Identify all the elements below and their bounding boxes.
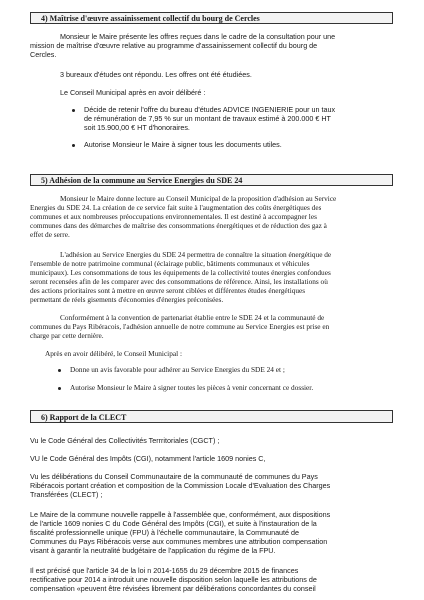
s5-p1-line-5: effet de serre. xyxy=(30,230,70,239)
s4-bullet1-line-3: soit 15.900,00 € HT d'honoraires. xyxy=(84,123,190,132)
section-6-header xyxy=(30,410,393,423)
s5-bullet1: Donne un avis favorable pour adhérer au Service Energies du SDE 24 et ; xyxy=(70,365,285,374)
s4-bullet1-line-1: Décide de retenir l'offre du bureau d'études ADVICE INGENIERIE pour un taux xyxy=(84,105,336,114)
s6-p5-line-2: rectificative pour 2014 a introduit une nouvelle disposition selon laquelle les attributions de xyxy=(30,575,317,584)
s6-p4-line-4: Communes du Pays Ribéracois verse aux communes membres une attribution compensation xyxy=(30,537,328,546)
s6-p3-line-3: Transférées (CLECT) ; xyxy=(30,490,103,499)
s5-p1-line-1: Monsieur le Maire donne lecture au Conseil Municipal de la proposition d'adhésion au Service xyxy=(60,194,337,203)
s4-bullet2: Autorise Monsieur le Maire à signer tous les documents utiles. xyxy=(84,140,282,149)
s6-p4-line-3: fiscalité professionnelle unique (FPU) à l'échelle communautaire, la Communauté de xyxy=(30,528,300,537)
s4-p1-line-2: mission de maîtrise d'œuvre relative au programme d'assainissement collectif du bourg de xyxy=(30,41,318,50)
s6-p3-line-1: Vu les délibérations du Conseil Communautaire de la communauté de communes du Pays xyxy=(30,472,318,481)
s4-p3: Le Conseil Municipal après en avoir délibéré : xyxy=(60,88,206,97)
section-5-header xyxy=(30,174,393,186)
section-5-title: 5) Adhésion de la commune au Service Energies du SDE 24 xyxy=(41,176,243,185)
bullet-icon xyxy=(72,144,75,147)
s6-l1: Vu le Code Général des Collectivités Terrritoriales (CGCT) ; xyxy=(30,436,220,445)
s6-p4-line-2: de l'article 1609 nonies C du Code Général des Impôts (CGI), et suite à l'instauration de la xyxy=(30,519,317,528)
s6-l2: VU le Code Général des Impôts (CGI), notamment l'article 1609 nonies C, xyxy=(30,454,266,463)
section-4-title: 4) Maîtrise d'œuvre assainissement collectif du bourg de Cercles xyxy=(41,14,260,23)
section-4-header xyxy=(30,12,393,24)
s5-p2-line-5: des actions prioritaires sont à mettre en œuvre seront ciblées et différentes études énergétiques xyxy=(30,286,306,295)
s5-p2-line-2: l'ensemble de notre patrimoine communal (éclairage public, bâtiments communaux et véhicules xyxy=(30,259,310,268)
bullet-icon xyxy=(58,369,61,372)
bullet-icon xyxy=(58,387,61,390)
s4-p1-line-3: Cercles. xyxy=(30,50,57,59)
s4-p1-line-1: Monsieur le Maire présente les offres reçues dans le cadre de la consultation pour une xyxy=(60,32,336,41)
s5-p1-line-4: communes dans des démarches de maîtrise des consommations énergétiques et de réduction des gaz à xyxy=(30,221,327,230)
s6-p4-line-1: Le Maire de la commune nouvelle rappelle à l'assemblée que, conformément, aux dispositions xyxy=(30,510,331,519)
s6-p5-line-1: Il est précisé que l'article 34 de la loi n 2014-1655 du 29 décembre 2015 de finances xyxy=(30,566,299,575)
s6-p3-line-2: Ribéracois portant création et composition de la Commission Locale d'Evaluation des Charges xyxy=(30,481,331,490)
s5-p2-line-3: municipaux). Les consommations de tous les équipements de la collectivité toutes énergies confondues xyxy=(30,268,331,277)
s4-bullet1-line-2: de rémunération de 7,95 % sur un montant de travaux estimé à 200.000 € HT xyxy=(84,114,331,123)
s4-p2: 3 bureaux d'études ont répondu. Les offres ont été étudiées. xyxy=(60,70,252,79)
s6-p5-line-3: compensation «peuvent être révisées librement par délibérations concordantes du conseil xyxy=(30,584,316,593)
s6-p4-line-5: visant à garantir la neutralité budgétaire de l'application du régime de la FPU. xyxy=(30,546,276,555)
s5-p3-line-3: charge par cette dernière. xyxy=(30,331,104,340)
s5-bullet2: Autorise Monsieur le Maire à signer toutes les pièces à venir concernant ce dossier. xyxy=(70,383,314,392)
bullet-icon xyxy=(72,109,75,112)
s5-p1-line-3: communes et aux nombreuses préoccupations environnementales. Il est destiné à accompagner les xyxy=(30,212,317,221)
section-6-title: 6) Rapport de la CLECT xyxy=(41,413,127,422)
s5-p3-line-2: communes du Pays Ribéracois, l'adhésion annuelle de notre commune au Service Energies est prise en xyxy=(30,322,330,331)
s5-p4: Après en avoir délibéré, le Conseil Municipal : xyxy=(45,349,182,358)
s5-p2-line-6: permettant de réels gisements d'économies d'énergies préconisées. xyxy=(30,295,224,304)
s5-p2-line-1: L'adhésion au Service Energies du SDE 24 permettra de connaître la situation énergétique de xyxy=(60,250,332,259)
s5-p3-line-1: Conformément à la convention de partenariat établie entre le SDE 24 et la communauté de xyxy=(60,313,325,322)
s5-p2-line-4: seront recensées afin de les comparer avec des consommations de référence. Ainsi, les installations où xyxy=(30,277,328,286)
s5-p1-line-2: Energies du SDE 24. La création de ce service fait suite à l'augmentation des coûts énergétiques des xyxy=(30,203,322,212)
